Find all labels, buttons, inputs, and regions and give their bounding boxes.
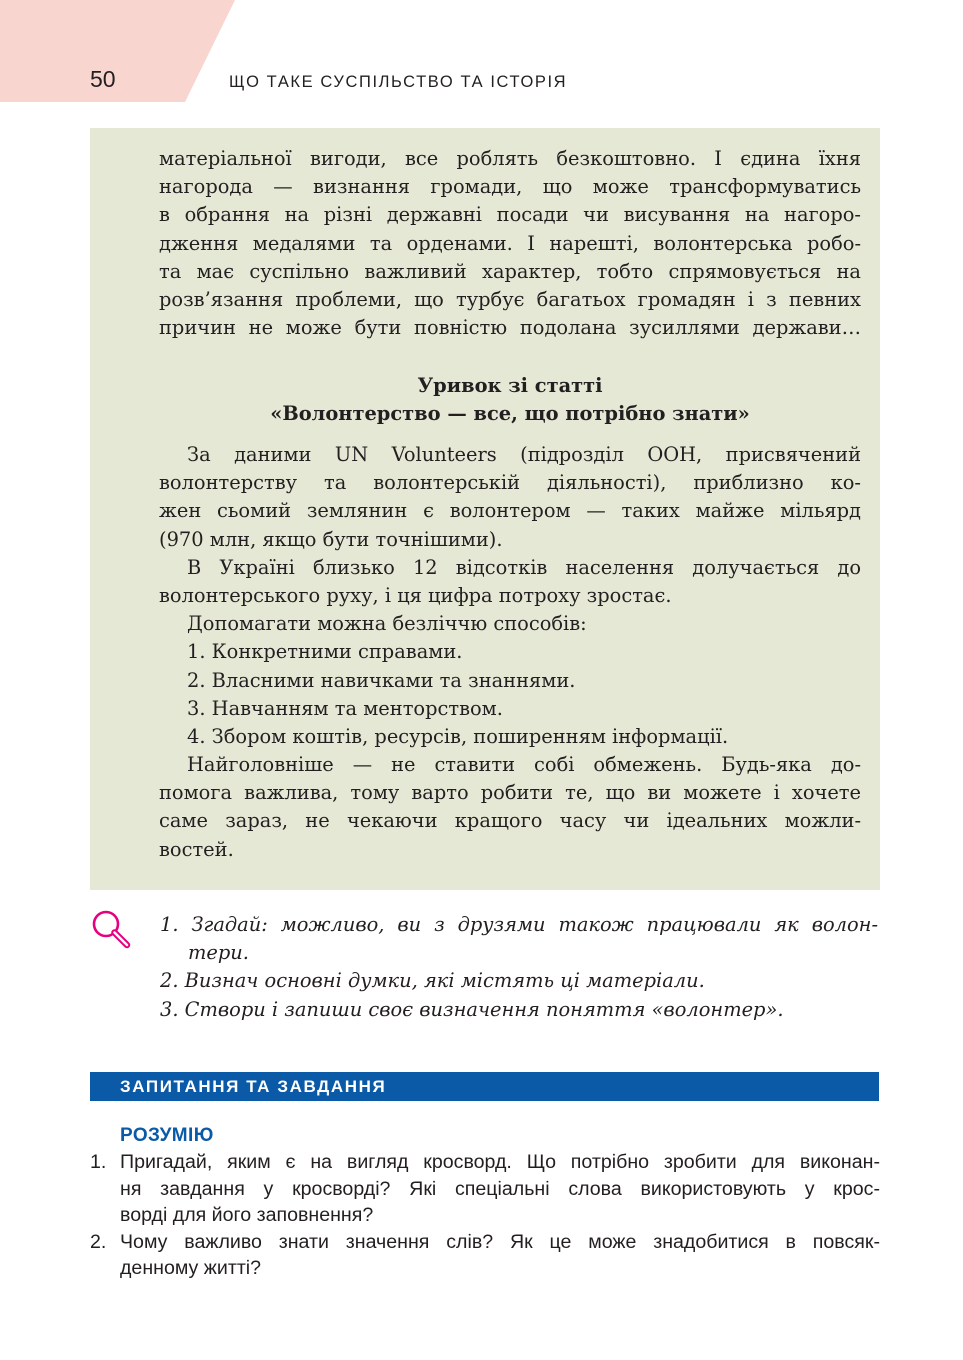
text-line: причин не може бути повністю подолана зусиллями держави… xyxy=(159,316,861,340)
subheading: РОЗУМІЮ xyxy=(120,1125,214,1146)
question-number: 2. xyxy=(90,1230,107,1253)
questions-list xyxy=(90,1149,880,1282)
text-line: Найголовніше — не ставити собі обмежень. Будь-яка до- xyxy=(187,753,861,777)
list-item xyxy=(90,1229,880,1282)
question-number: 1. xyxy=(90,1151,107,1173)
list-item: 1. Конкретними справами. xyxy=(187,640,463,664)
text-line: волонтерству та волонтерській діяльності), приблизно ко- xyxy=(159,471,861,495)
text-line: В Україні близько 12 відсотків населення долучається до xyxy=(187,555,861,579)
text-line: помога важлива, тому варто робити те, що ви можете і хочете xyxy=(159,781,861,805)
text-line: саме зараз, не чекаючи кращого часу чи ідеальних можли- xyxy=(159,809,861,833)
text-line: в обрання на різні державні посади чи висування на нагоро- xyxy=(159,203,861,227)
text-line: нагорода — визнання громади, що може трансформуватись xyxy=(159,175,861,199)
text-line: та має суспільно важливий характер, тобто спрямовується на xyxy=(159,259,861,283)
list-item: 2. Власними навичками та знаннями. xyxy=(187,668,576,692)
task-line: 2. Визнач основні думки, які містять ці матеріали. xyxy=(160,969,705,993)
question-line: ня завдання у кросворді? Які спеціальні слова використовують у крос- xyxy=(120,1177,880,1200)
text-line: дження медалями та орденами. І нарешті, волонтерська робо- xyxy=(159,231,861,255)
caption-line: «Волонтерство — все, що потрібно знати» xyxy=(270,402,750,426)
question-line: Чому важливо знати значення слів? Як це може знадобитися в повсяк- xyxy=(120,1230,880,1253)
question-line: ворді для його заповнення? xyxy=(120,1204,374,1226)
question-line: денному житті? xyxy=(120,1257,262,1279)
list-intro: Допомагати можна безліччю способів: xyxy=(187,612,587,636)
text-line: (970 млн, якщо бути точнішими). xyxy=(159,527,503,551)
task-line: 3. Створи і запиши своє визначення поняття «волонтер». xyxy=(160,997,784,1021)
question-line: Пригадай, яким є на вигляд кросворд. Що потрібно зробити для виконан- xyxy=(120,1151,880,1173)
text-line: востей. xyxy=(159,837,234,861)
excerpt-paragraph-2 xyxy=(159,441,861,864)
caption-line: Уривок зі статті xyxy=(417,374,603,397)
excerpt-paragraph-1 xyxy=(159,145,861,342)
list-item: 3. Навчанням та менторством. xyxy=(187,696,503,720)
running-title: ЩО ТАКЕ СУСПІЛЬСТВО ТА ІСТОРІЯ xyxy=(229,73,568,91)
excerpt-caption xyxy=(159,372,861,428)
text-line: волонтерського руху, і ця цифра потроху зростає. xyxy=(159,583,672,607)
reflection-tasks xyxy=(160,911,878,1024)
task-line: 1. Згадай: можливо, ви з друзями також працювали як волон- xyxy=(160,913,878,936)
text-line: розв’язання проблеми, що турбує багатьох громадян і з певних xyxy=(159,287,861,311)
magnifier-icon xyxy=(90,908,132,950)
text-line: матеріальної вигоди, все роблять безкоштовно. І єдина їхня xyxy=(159,147,861,170)
list-item xyxy=(90,1149,880,1229)
list-item: 4. Збором коштів, ресурсів, поширенням інформації. xyxy=(187,724,729,748)
page-number: 50 xyxy=(90,66,116,92)
text-line: жен сьомий землянин є волонтером — таких майже мільярд xyxy=(159,499,861,523)
task-line: тери. xyxy=(188,941,249,965)
text-line: За даними UN Volunteers (підрозділ ООН, присвячений xyxy=(187,443,861,466)
section-title-bar: ЗАПИТАННЯ ТА ЗАВДАННЯ xyxy=(90,1072,879,1101)
